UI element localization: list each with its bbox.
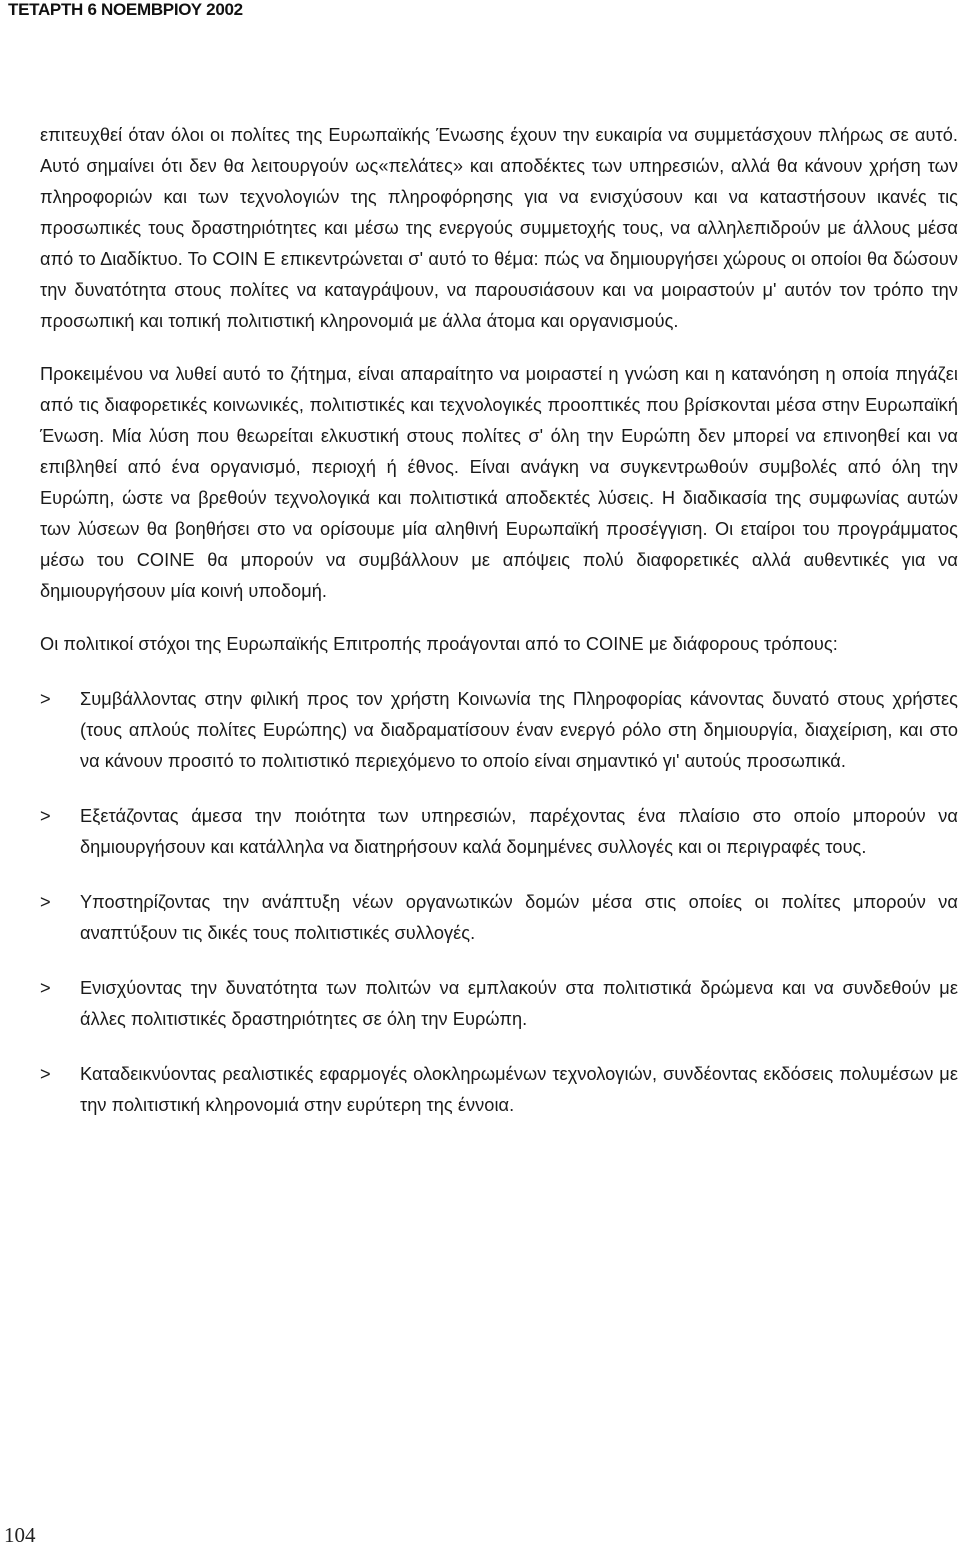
list-item <box>40 973 958 1035</box>
list-item-text: Υποστηρίζοντας την ανάπτυξη νέων οργανωτικών δομών μέσα στις οποίες οι πολίτες μπορούν να αναπτύξουν τις δικές τους πολιτιστικές συλλογές. <box>80 892 958 943</box>
bullet-marker: > <box>40 689 51 709</box>
bullet-marker: > <box>40 1064 51 1084</box>
body-paragraph: Προκειμένου να λυθεί αυτό το ζήτημα, είναι απαραίτητο να μοιραστεί η γνώση και η κατανόηση η οποία πηγάζει από τις διαφορετικές κοινωνικές, πολιτιστικές και τεχνολογικές προοπτικές που βρίσκονται μέσα στην Ευρωπαϊκή Ένωση. Μία λύση που θεωρείται ελκυστική στους πολίτες σ' όλη την Ευρώπη δεν μπορεί να επινοηθεί και να επιβληθεί από ένα οργανισμό, περιοχή ή έθνος. Είναι ανάγκη να συγκεντρωθούν συμβολές από όλη την Ευρώπη, ώστε να βρεθούν τεχνολογικά και πολιτιστικά αποδεκτές λύσεις. Η διαδικασία της συμφωνίας αυτών των λύσεων θα βοηθήσει στο να ορίσουμε μία αληθινή Ευρωπαϊκή προσέγγιση. Οι εταίροι του προγράμματος μέσω του COINE θα μπορούν να συμβάλλουν με απόψεις πολύ διαφορετικές αλλά αυθεντικές για να δημιουργήσουν μία κοινή υποδομή. <box>40 364 958 601</box>
bullet-marker: > <box>40 892 51 912</box>
list-item <box>40 1059 958 1121</box>
list-item <box>40 801 958 863</box>
page-body <box>40 120 958 1145</box>
body-paragraph: επιτευχθεί όταν όλοι οι πολίτες της Ευρωπαϊκής Ένωσης έχουν την ευκαιρία να συμμετάσχουν πλήρως σε αυτό. Αυτό σημαίνει ότι δεν θα λειτουργούν ως«πελάτες» και αποδέκτες των υπηρεσιών, αλλά θα κάνουν χρήση των πληροφοριών και των τεχνολογιών της πληροφόρησης για να ενισχύσουν και να καταστήσουν ικανές τις προσωπικές τους δραστηριότητες και μέσω της ενεργούς συμμετοχής τους, να αλληλεπιδρούν με άλλους μέσα από το Διαδίκτυο. Το COIN E επικεντρώνεται σ' αυτό το θέμα: πώς να δημιουργήσει χώρους οι οποίοι θα δώσουν την δυνατότητα στους πολίτες να καταγράψουν, να παρουσιάσουν και να μοιραστούν μ' αυτόν τον τρόπο την προσωπική και τοπική πολιτιστική κληρονομιά με άλλα άτομα και οργανισμούς. <box>40 125 958 331</box>
list-item <box>40 887 958 949</box>
list-item-text: Συμβάλλοντας στην φιλική προς τον χρήστη Κοινωνία της Πληροφορίας κάνοντας δυνατό στους χρήστες (τους απλούς πολίτες Ευρώπης) να διαδραματίσουν έναν ενεργό ρόλο στη δημιουργία, διαχείριση, και στο να κάνουν προσιτό το πολιτιστικό περιεχόμενο το οποίο είναι σημαντικό γι' αυτούς προσωπικά. <box>80 689 958 771</box>
page-number: 104 <box>4 1523 36 1547</box>
list-intro: Οι πολιτικοί στόχοι της Ευρωπαϊκής Επιτροπής προάγονται από το COINE με διάφορους τρόπους: <box>40 634 838 654</box>
running-header-date: ΤΕΤΑΡΤΗ 6 ΝΟΕΜΒΡΙΟΥ 2002 <box>8 0 243 19</box>
list-item <box>40 684 958 777</box>
list-item-text: Ενισχύοντας την δυνατότητα των πολιτών να εμπλακούν στα πολιτιστικά δρώμενα και να συνδεθούν με άλλες πολιτιστικές δραστηριότητες σε όλη την Ευρώπη. <box>80 978 958 1029</box>
list-item-text: Καταδεικνύοντας ρεαλιστικές εφαρμογές ολοκληρωμένων τεχνολογιών, συνδέοντας εκδόσεις πολυμέσων με την πολιτιστική κληρονομιά στην ευρύτερη της έννοια. <box>80 1064 958 1115</box>
bullet-marker: > <box>40 978 51 998</box>
list-item-text: Εξετάζοντας άμεσα την ποιότητα των υπηρεσιών, παρέχοντας ένα πλαίσιο στο οποίο μπορούν να δημιουργήσουν και κατάλληλα να διατηρήσουν καλά δομημένες συλλογές και οι περιγραφές τους. <box>80 806 958 857</box>
bullet-marker: > <box>40 806 51 826</box>
